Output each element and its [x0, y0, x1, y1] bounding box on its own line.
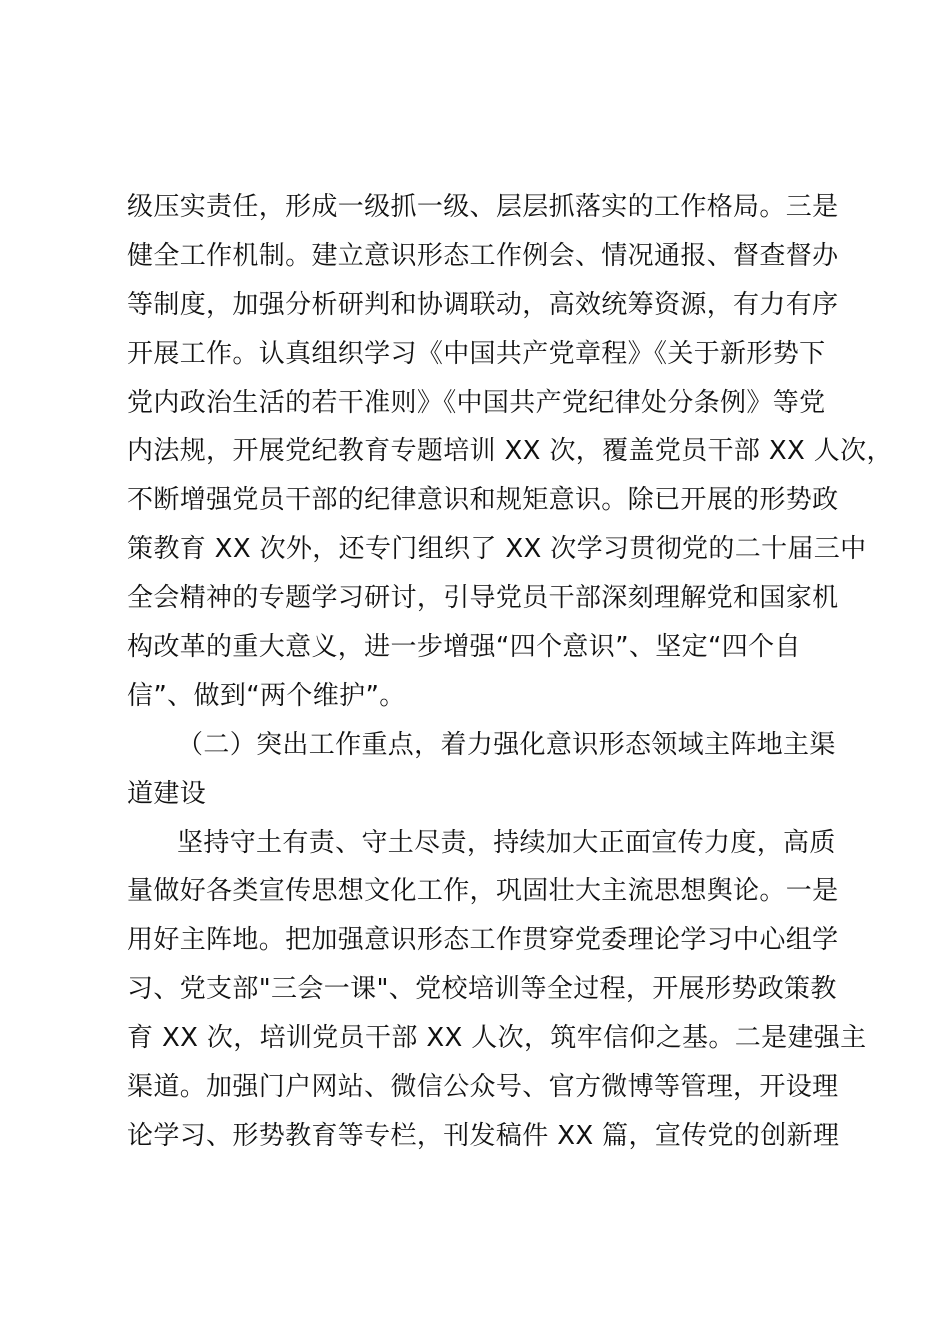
text-line: 构改革的重大意义，进一步增强“四个意识”、坚定“四个自	[127, 632, 801, 663]
text-line: 开展工作。认真组织学习《中国共产党章程》《关于新形势下	[127, 338, 826, 369]
text-line: 全会精神的专题学习研讨，引导党员干部深刻理解党和国家机	[127, 583, 839, 614]
text-line: 级压实责任，形成一级抓一级、层层抓落实的工作格局。三是	[127, 192, 839, 222]
heading-line: （二）突出工作重点，着力强化意识形态领域主阵地主渠	[177, 729, 836, 760]
document-body	[127, 183, 893, 1161]
text-line: 信”、做到“两个维护”。	[127, 680, 406, 711]
text-line: 论学习、形势教育等专栏，刊发稿件 XX 篇，宣传党的创新理	[127, 1120, 840, 1151]
text-line: 策教育 XX 次外，还专门组织了 XX 次学习贯彻党的二十届三中	[127, 534, 867, 565]
text-line: 量做好各类宣传思想文化工作，巩固壮大主流思想舆论。一是	[127, 876, 839, 907]
text-line: 习、党支部"三会一课"、党校培训等全过程，开展形势政策教	[127, 974, 837, 1005]
text-line: 党内政治生活的若干准则》《中国共产党纪律处分条例》等党	[127, 387, 826, 418]
text-line: 不断增强党员干部的纪律意识和规矩意识。除已开展的形势政	[127, 485, 839, 516]
text-line: 用好主阵地。把加强意识形态工作贯穿党委理论学习中心组学	[127, 925, 839, 956]
text-line: 渠道。加强门户网站、微信公众号、官方微博等管理，开设理	[127, 1072, 839, 1103]
text-line: 坚持守土有责、守土尽责，持续加大正面宣传力度，高质	[177, 827, 836, 858]
paragraph-work-mechanism	[127, 183, 893, 721]
text-line: 健全工作机制。建立意识形态工作例会、情况通报、督查督办	[127, 240, 839, 271]
text-line: 等制度，加强分析研判和协调联动，高效统筹资源，有力有序	[127, 289, 839, 320]
text-line: 育 XX 次，培训党员干部 XX 人次，筑牢信仰之基。二是建强主	[127, 1023, 867, 1054]
text-line: 内法规，开展党纪教育专题培训 XX 次，覆盖党员干部 XX 人次，	[127, 436, 893, 467]
paragraph-main-positions	[127, 819, 867, 1161]
heading-line: 道建设	[127, 778, 207, 809]
section-heading	[127, 721, 839, 819]
